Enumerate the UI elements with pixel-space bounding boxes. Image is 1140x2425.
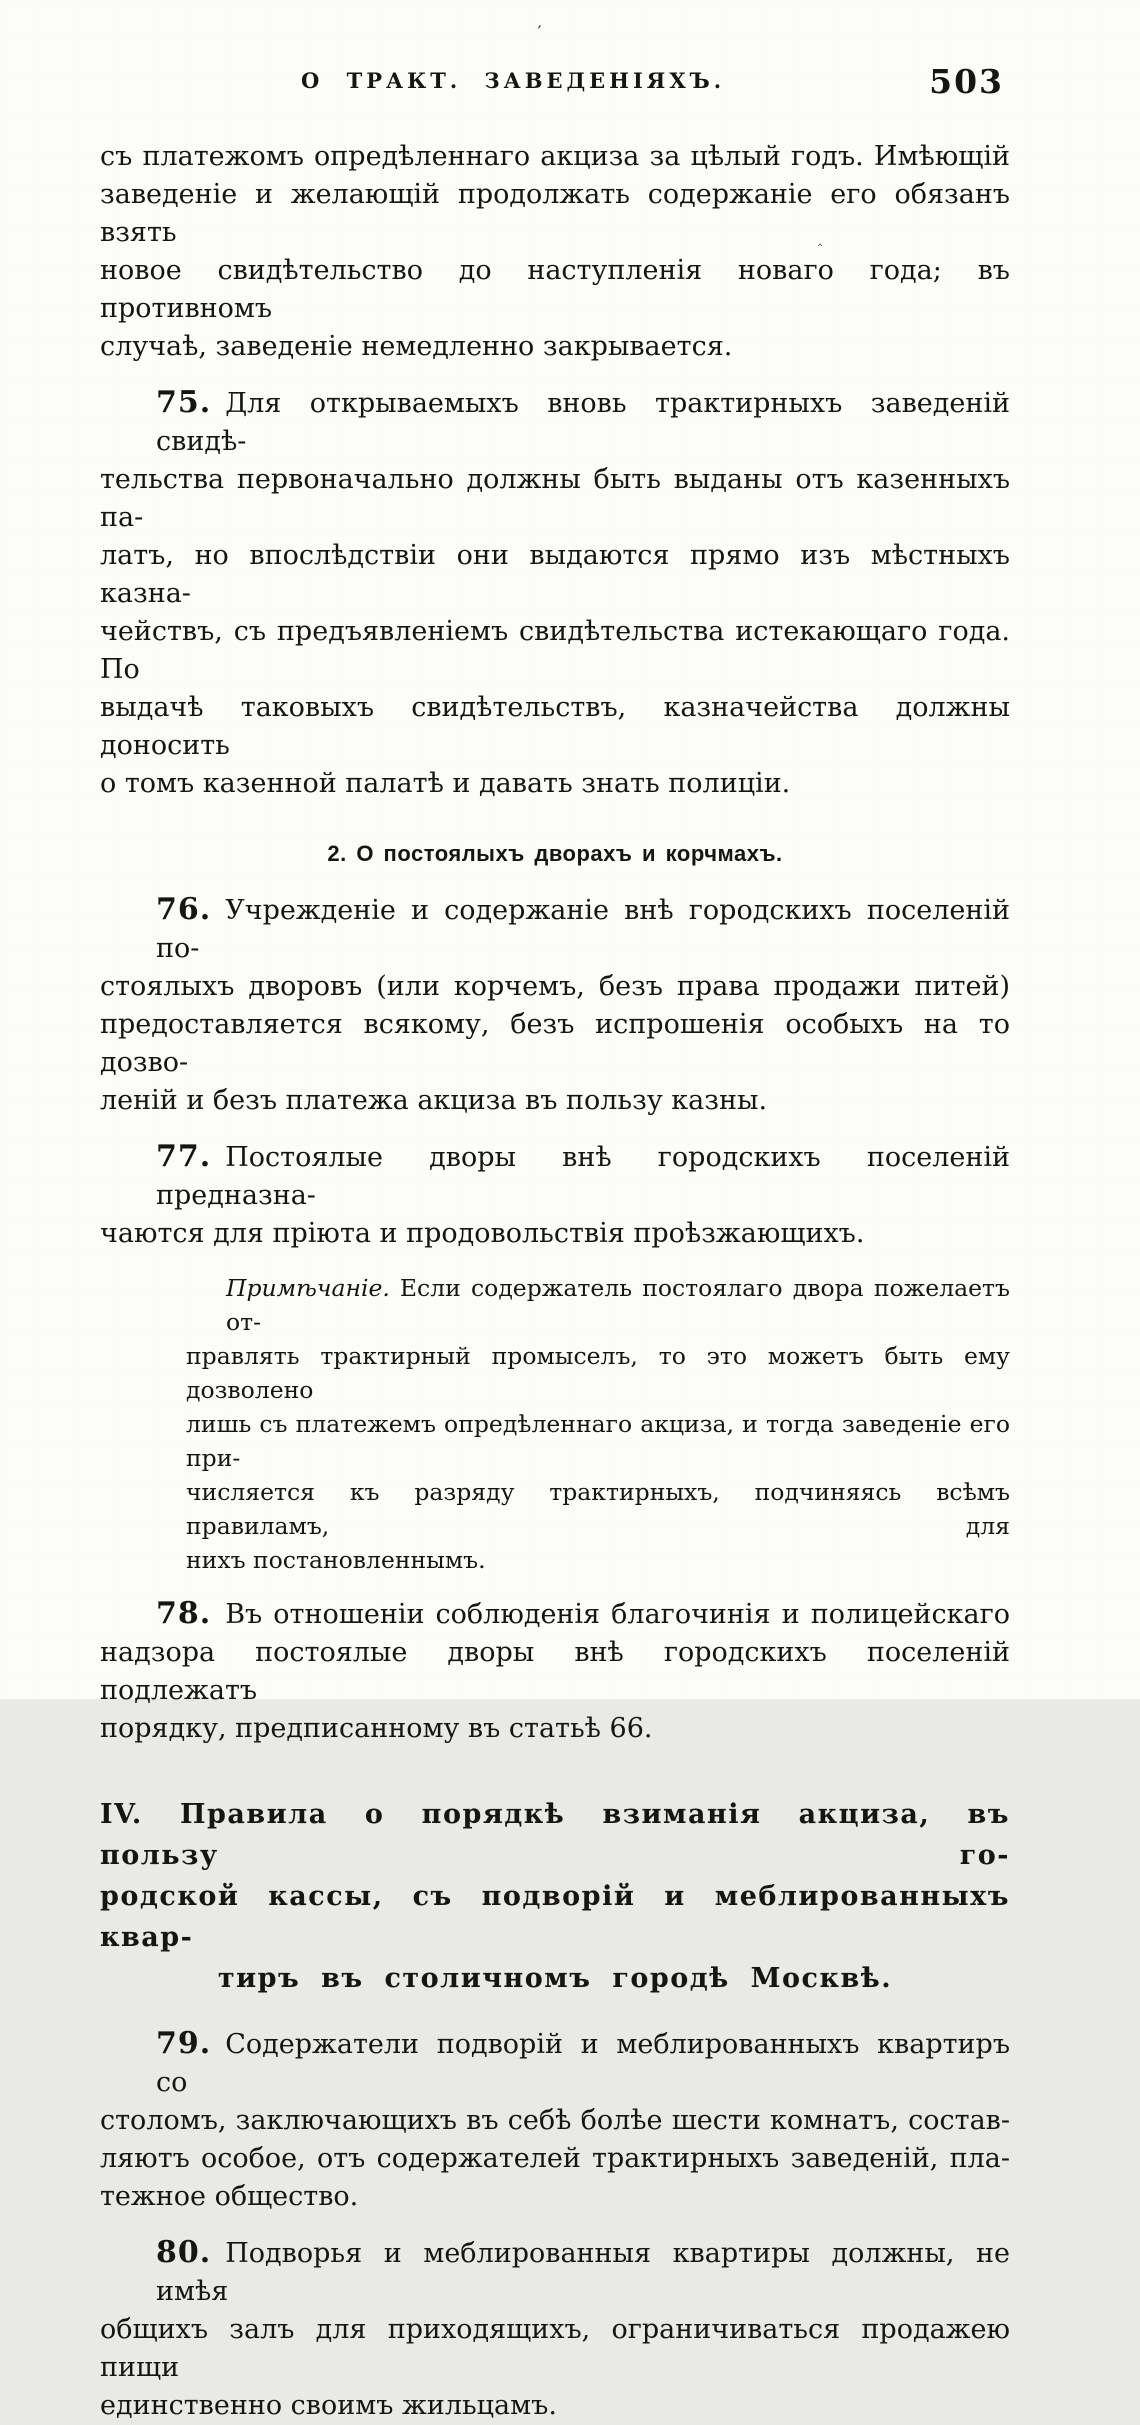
text-line: лишь съ платежемъ опредѣленнаго акциза, и тогда заведеніе его при-	[186, 1410, 1010, 1472]
text-line: единственно своимъ жильцамъ.	[100, 2390, 557, 2421]
article-text: Содержатели подворій и меблированныхъ квартиръ со	[156, 2029, 1010, 2098]
text-line: съ платежомъ опредѣленнаго акциза за цѣлый годъ. Имѣющій	[100, 141, 1010, 172]
text-line: надзора постоялые дворы внѣ городскихъ поселеній подлежатъ	[100, 1637, 1010, 1706]
print-artifact: ‸	[818, 232, 823, 247]
article-75	[100, 384, 1010, 803]
text-line	[100, 2025, 1010, 2102]
text-line: тельства первоначально должны быть выданы отъ казенныхъ па-	[100, 464, 1010, 533]
article-number: 79.	[156, 2026, 212, 2061]
article-77	[100, 1138, 1010, 1253]
article-number: 77.	[156, 1139, 212, 1174]
running-header	[100, 62, 1010, 104]
text-line: о томъ казенной палатѣ и давать знать полиціи.	[100, 768, 791, 799]
article-78	[100, 1595, 1010, 1748]
note-text: Если содержатель постоялаго двора пожелаетъ от-	[226, 1274, 1010, 1336]
article-text: Подворья и меблированныя квартиры должны, не имѣя	[156, 2238, 1010, 2307]
text-line: нихъ постановленнымъ.	[186, 1546, 486, 1574]
heading-line: IV. Правила о порядкѣ взиманія акциза, въ пользу го-	[100, 1799, 1010, 1871]
text-line	[100, 891, 1010, 968]
running-title: О ТРАКТ. ЗАВЕДЕНІЯХЪ.	[300, 68, 726, 93]
article-number: 80.	[156, 2235, 212, 2270]
text-line: тежное общество.	[100, 2181, 359, 2212]
text-line	[100, 1595, 1010, 1634]
article-text: Учрежденіе и содержаніе внѣ городскихъ поселеній по-	[156, 895, 1010, 964]
article-79	[100, 2025, 1010, 2216]
article-76	[100, 891, 1010, 1120]
text-line: новое свидѣтельство до наступленія новаго года; въ противномъ	[100, 255, 1010, 324]
text-line	[186, 1271, 1010, 1339]
article-text: Постоялые дворы внѣ городскихъ поселеній предназна-	[156, 1142, 1010, 1211]
heading-line: родской кассы, съ подворій и меблированныхъ квар-	[100, 1881, 1010, 1953]
text-line: выдачѣ таковыхъ свидѣтельствъ, казначейства должны доносить	[100, 692, 1010, 761]
article-text: Для открываемыхъ вновь трактирныхъ заведеній свидѣ-	[156, 388, 1010, 457]
article-number: 76.	[156, 892, 212, 927]
article-80	[100, 2234, 1010, 2425]
text-line: чаются для пріюта и продовольствія проѣзжающихъ.	[100, 1218, 865, 1249]
note-label: Примѣчаніе.	[226, 1274, 390, 1302]
text-line: леній и безъ платежа акциза въ пользу казны.	[100, 1085, 768, 1116]
text-line	[100, 384, 1010, 461]
article-number: 78.	[156, 1596, 212, 1631]
heading-line: тиръ въ столичномъ городѣ Москвѣ.	[217, 1963, 893, 1994]
text-line: порядку, предписанному въ статьѣ 66.	[100, 1713, 653, 1744]
text-line: стоялыхъ дворовъ (или корчемъ, безъ права продажи питей)	[100, 971, 1010, 1002]
note-paragraph	[186, 1271, 1010, 1577]
print-speck: ’	[534, 21, 543, 41]
text-column	[100, 0, 1010, 2425]
article-text: Въ отношеніи соблюденія благочинія и полицейскаго	[225, 1599, 1010, 1630]
section-2-heading: 2. О постоялыхъ дворахъ и корчмахъ.	[327, 841, 783, 866]
text-line	[100, 2234, 1010, 2311]
text-line: чействъ, съ предъявленіемъ свидѣтельства истекающаго года. По	[100, 616, 1010, 685]
text-line: случаѣ, заведеніе немедленно закрывается.	[100, 331, 733, 362]
article-number: 75.	[156, 385, 212, 420]
text-line: предоставляется всякому, безъ испрошенія особыхъ на то дозво-	[100, 1009, 1010, 1078]
text-line: столомъ, заключающихъ въ себѣ болѣе шести комнатъ, состав-	[100, 2105, 1010, 2136]
text-line	[100, 1138, 1010, 1215]
text-line: латъ, но впослѣдствіи они выдаются прямо изъ мѣстныхъ казна-	[100, 540, 1010, 609]
text-line: правлять трактирный промыселъ, то это можетъ быть ему дозволено	[186, 1342, 1010, 1404]
text-line: заведеніе и желающій продолжать содержаніе его обязанъ взять	[100, 179, 1010, 248]
section-4-heading	[100, 1794, 1010, 1999]
text-line: числяется къ разряду трактирныхъ, подчиняясь всѣмъ правиламъ, для	[186, 1478, 1010, 1540]
page-body	[100, 138, 1010, 2425]
page-number: 503	[929, 62, 1004, 101]
text-line: ляютъ особое, отъ содержателей трактирныхъ заведеній, пла-	[100, 2143, 1010, 2174]
paragraph-intro	[100, 138, 1010, 366]
text-line: общихъ залъ для приходящихъ, ограничиваться продажею пищи	[100, 2314, 1010, 2383]
